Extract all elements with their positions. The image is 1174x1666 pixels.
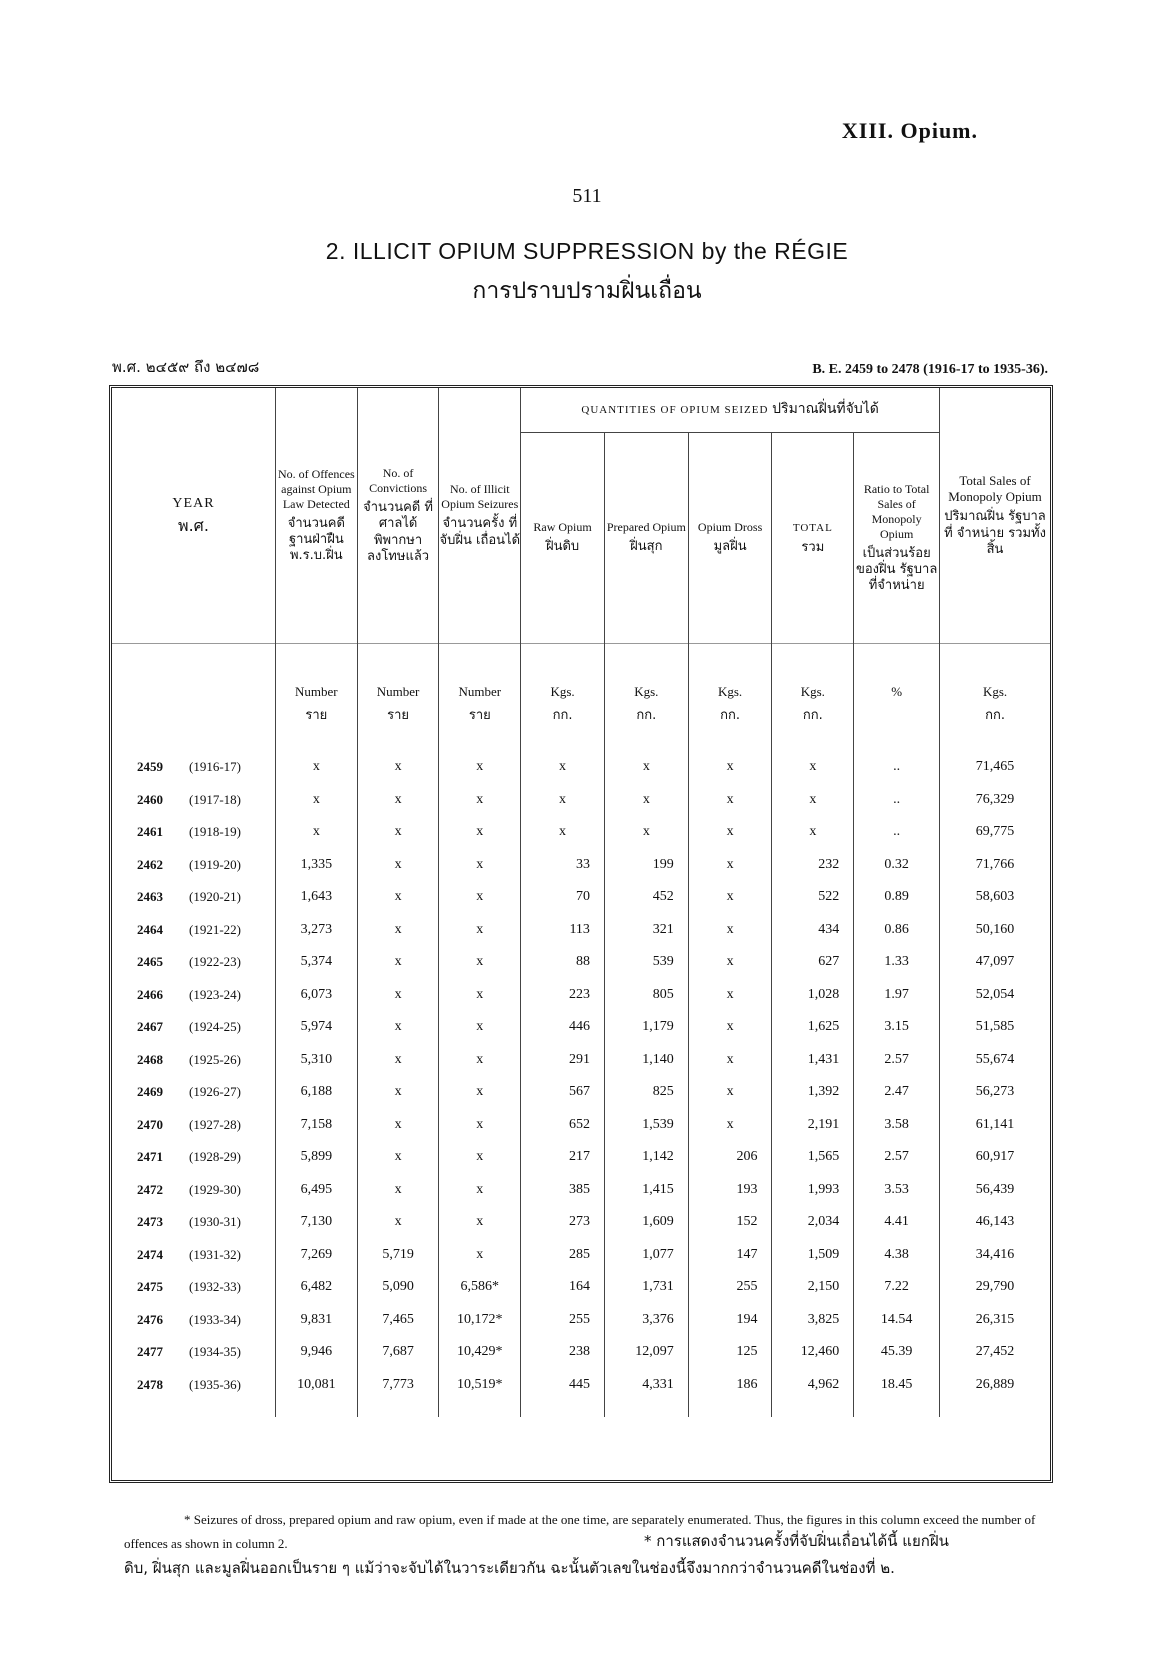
table-row [112, 1304, 1050, 1337]
dross-cell: x [688, 751, 772, 784]
year-be: 2462 [137, 856, 163, 872]
page-title-thai: การปราบปรามฝิ่นเถื่อน [472, 278, 702, 304]
unit-seizures: Number ราย [439, 644, 521, 752]
prepared-cell: 1,077 [604, 1239, 688, 1272]
offences-cell: x [275, 751, 357, 784]
dross-cell: x [688, 979, 772, 1012]
table-row [112, 1336, 1050, 1369]
total-cell: 522 [772, 881, 854, 914]
offences-cell: 6,073 [275, 979, 357, 1012]
ratio-cell: 0.86 [854, 914, 940, 947]
convictions-cell: x [357, 1011, 439, 1044]
offences-cell: 5,899 [275, 1141, 357, 1174]
year-ce: (1926-27) [189, 1084, 241, 1100]
raw-cell: 33 [521, 849, 605, 882]
convictions-cell: x [357, 914, 439, 947]
ratio-cell: .. [854, 784, 940, 817]
header-total-sales: Total Sales of Monopoly Opium ปริมาณฝิ่น รัฐบาลที่ จำหน่าย รวมทั้งสิ้น [940, 388, 1050, 644]
footnote-thai-line-2: ดิบ, ฝิ่นสุก และมูลฝิ่นออกเป็นราย ๆ แม้ว่าจะจับได้ในวาระเดียวกัน ฉะนั้นตัวเลขในช่องนี้จึงมากกว่าจำนวนคดีในช่องที่ ๒. [124, 1559, 895, 1577]
table-row [112, 914, 1050, 947]
table-row [112, 1044, 1050, 1077]
raw-cell: 217 [521, 1141, 605, 1174]
year-be: 2470 [137, 1116, 163, 1132]
year-cell [112, 1304, 275, 1337]
total-cell: 2,191 [772, 1109, 854, 1142]
prepared-cell: 1,415 [604, 1174, 688, 1207]
raw-cell: 273 [521, 1206, 605, 1239]
year-ce: (1933-34) [189, 1311, 241, 1327]
year-be: 2474 [137, 1246, 163, 1262]
table-row [112, 881, 1050, 914]
raw-cell: 255 [521, 1304, 605, 1337]
year-be: 2464 [137, 921, 163, 937]
ratio-cell: 18.45 [854, 1369, 940, 1418]
seizures-cell: x [439, 1206, 521, 1239]
table-row [112, 1174, 1050, 1207]
offences-cell: 3,273 [275, 914, 357, 947]
year-be: 2477 [137, 1344, 163, 1360]
year-cell [112, 1239, 275, 1272]
year-cell [112, 1011, 275, 1044]
year-be: 2461 [137, 824, 163, 840]
total-cell: 1,625 [772, 1011, 854, 1044]
prepared-cell: 12,097 [604, 1336, 688, 1369]
table-row [112, 1239, 1050, 1272]
convictions-cell: 7,687 [357, 1336, 439, 1369]
raw-cell: 70 [521, 881, 605, 914]
year-cell [112, 784, 275, 817]
year-cell [112, 1076, 275, 1109]
year-ce: (1935-36) [189, 1376, 241, 1392]
seizures-cell: x [439, 751, 521, 784]
seizures-cell: x [439, 979, 521, 1012]
header-prepared-opium: Prepared Opium ฝิ่นสุก [604, 433, 688, 644]
sales-cell: 27,452 [940, 1336, 1050, 1369]
dross-cell: 194 [688, 1304, 772, 1337]
table-row [112, 1011, 1050, 1044]
ratio-cell: 2.57 [854, 1141, 940, 1174]
year-cell [112, 1141, 275, 1174]
unit-total: Kgs. กก. [772, 644, 854, 752]
convictions-cell: x [357, 849, 439, 882]
unit-convictions: Number ราย [357, 644, 439, 752]
convictions-cell: 7,465 [357, 1304, 439, 1337]
year-cell [112, 1044, 275, 1077]
prepared-cell: 1,142 [604, 1141, 688, 1174]
total-cell: 1,392 [772, 1076, 854, 1109]
total-cell: x [772, 751, 854, 784]
offences-cell: 7,269 [275, 1239, 357, 1272]
sales-cell: 58,603 [940, 881, 1050, 914]
ratio-cell: 0.89 [854, 881, 940, 914]
header-opium-dross: Opium Dross มูลฝิ่น [688, 433, 772, 644]
total-cell: 4,962 [772, 1369, 854, 1418]
sales-cell: 29,790 [940, 1271, 1050, 1304]
raw-cell: 285 [521, 1239, 605, 1272]
period-thai: พ.ศ. ๒๔๕๙ ถึง ๒๔๗๘ [112, 358, 260, 376]
prepared-cell: 825 [604, 1076, 688, 1109]
raw-cell: 164 [521, 1271, 605, 1304]
seizures-cell: x [439, 849, 521, 882]
year-ce: (1928-29) [189, 1149, 241, 1165]
year-ce: (1920-21) [189, 889, 241, 905]
year-cell [112, 816, 275, 849]
seizures-cell: 10,429* [439, 1336, 521, 1369]
period-english: B. E. 2459 to 2478 (1916-17 to 1935-36). [812, 362, 1048, 377]
year-be: 2478 [137, 1376, 163, 1392]
raw-cell: 567 [521, 1076, 605, 1109]
prepared-cell: x [604, 784, 688, 817]
offences-cell: 6,495 [275, 1174, 357, 1207]
offences-cell: 9,946 [275, 1336, 357, 1369]
year-be: 2460 [137, 791, 163, 807]
ratio-cell: .. [854, 816, 940, 849]
raw-cell: x [521, 751, 605, 784]
total-cell: 3,825 [772, 1304, 854, 1337]
year-be: 2459 [137, 759, 163, 775]
unit-raw: Kgs. กก. [521, 644, 605, 752]
prepared-cell: 1,731 [604, 1271, 688, 1304]
sales-cell: 55,674 [940, 1044, 1050, 1077]
year-be: 2468 [137, 1051, 163, 1067]
year-cell [112, 1271, 275, 1304]
dross-cell: x [688, 914, 772, 947]
year-ce: (1919-20) [189, 856, 241, 872]
dross-cell: 125 [688, 1336, 772, 1369]
sales-cell: 60,917 [940, 1141, 1050, 1174]
footnote-thai-line-1: * การแสดงจำนวนครั้งที่จับฝิ่นเถื่อนได้นี้ แยกฝิ่น [644, 1532, 949, 1550]
ratio-cell: 0.32 [854, 849, 940, 882]
table-row [112, 946, 1050, 979]
year-cell [112, 751, 275, 784]
dross-cell: 147 [688, 1239, 772, 1272]
year-cell [112, 1174, 275, 1207]
year-be: 2473 [137, 1214, 163, 1230]
year-cell [112, 914, 275, 947]
prepared-cell: 1,179 [604, 1011, 688, 1044]
offences-cell: x [275, 816, 357, 849]
prepared-cell: 199 [604, 849, 688, 882]
year-be: 2469 [137, 1084, 163, 1100]
dross-cell: x [688, 1109, 772, 1142]
year-ce: (1927-28) [189, 1116, 241, 1132]
seizures-cell: x [439, 1109, 521, 1142]
sales-cell: 61,141 [940, 1109, 1050, 1142]
sales-cell: 51,585 [940, 1011, 1050, 1044]
year-ce: (1930-31) [189, 1214, 241, 1230]
sales-cell: 34,416 [940, 1239, 1050, 1272]
year-cell [112, 946, 275, 979]
page-number: 511 [572, 185, 602, 207]
offences-cell: 7,158 [275, 1109, 357, 1142]
dross-cell: 152 [688, 1206, 772, 1239]
year-be: 2465 [137, 954, 163, 970]
ratio-cell: 1.33 [854, 946, 940, 979]
sales-cell: 56,273 [940, 1076, 1050, 1109]
unit-year [112, 644, 275, 752]
year-cell [112, 1336, 275, 1369]
ratio-cell: 4.38 [854, 1239, 940, 1272]
table-row [112, 751, 1050, 784]
seizures-cell: x [439, 1076, 521, 1109]
offences-cell: 5,310 [275, 1044, 357, 1077]
total-cell: 1,028 [772, 979, 854, 1012]
table-row [112, 1141, 1050, 1174]
table-row [112, 1206, 1050, 1239]
convictions-cell: x [357, 1174, 439, 1207]
raw-cell: x [521, 816, 605, 849]
offences-cell: 6,482 [275, 1271, 357, 1304]
raw-cell: 445 [521, 1369, 605, 1418]
raw-cell: 385 [521, 1174, 605, 1207]
year-ce: (1917-18) [189, 791, 241, 807]
raw-cell: 446 [521, 1011, 605, 1044]
ratio-cell: 4.41 [854, 1206, 940, 1239]
year-be: 2467 [137, 1019, 163, 1035]
table-row [112, 849, 1050, 882]
year-ce: (1918-19) [189, 824, 241, 840]
dross-cell: x [688, 1044, 772, 1077]
raw-cell: 291 [521, 1044, 605, 1077]
total-cell: 1,565 [772, 1141, 854, 1174]
year-cell [112, 1109, 275, 1142]
prepared-cell: 452 [604, 881, 688, 914]
year-be: 2476 [137, 1311, 163, 1327]
convictions-cell: x [357, 751, 439, 784]
header-convictions: No. of Convictions จำนวนคดี ที่ศาลได้ พิพากษาลงโทษแล้ว [357, 388, 439, 644]
seizures-cell: x [439, 1174, 521, 1207]
sales-cell: 71,465 [940, 751, 1050, 784]
seizures-cell: 10,172* [439, 1304, 521, 1337]
header-year: YEAR พ.ศ. [172, 495, 215, 536]
sales-cell: 52,054 [940, 979, 1050, 1012]
dross-cell: x [688, 946, 772, 979]
table-row [112, 784, 1050, 817]
prepared-cell: 4,331 [604, 1369, 688, 1418]
offences-cell: 7,130 [275, 1206, 357, 1239]
year-cell [112, 1206, 275, 1239]
unit-offences: Number ราย [275, 644, 357, 752]
seizures-cell: x [439, 946, 521, 979]
seizures-cell: 6,586* [439, 1271, 521, 1304]
year-cell [112, 1369, 275, 1418]
convictions-cell: x [357, 784, 439, 817]
year-ce: (1921-22) [189, 921, 241, 937]
convictions-cell: x [357, 881, 439, 914]
convictions-cell: x [357, 946, 439, 979]
sales-cell: 69,775 [940, 816, 1050, 849]
seizures-cell: x [439, 1044, 521, 1077]
total-cell: x [772, 784, 854, 817]
seizures-cell: x [439, 784, 521, 817]
prepared-cell: 539 [604, 946, 688, 979]
sales-cell: 26,889 [940, 1369, 1050, 1418]
total-cell: 12,460 [772, 1336, 854, 1369]
total-cell: 1,431 [772, 1044, 854, 1077]
offences-cell: x [275, 784, 357, 817]
ratio-cell: 3.53 [854, 1174, 940, 1207]
year-ce: (1932-33) [189, 1279, 241, 1295]
seizures-cell: x [439, 1239, 521, 1272]
prepared-cell: x [604, 816, 688, 849]
convictions-cell: x [357, 1206, 439, 1239]
year-ce: (1925-26) [189, 1051, 241, 1067]
raw-cell: 113 [521, 914, 605, 947]
dross-cell: 193 [688, 1174, 772, 1207]
total-cell: 1,509 [772, 1239, 854, 1272]
seizures-cell: x [439, 1141, 521, 1174]
unit-dross: Kgs. กก. [688, 644, 772, 752]
ratio-cell: 2.47 [854, 1076, 940, 1109]
ratio-cell: 3.15 [854, 1011, 940, 1044]
total-cell: x [772, 816, 854, 849]
convictions-cell: x [357, 816, 439, 849]
seizures-cell: 10,519* [439, 1369, 521, 1418]
dross-cell: x [688, 784, 772, 817]
year-cell [112, 979, 275, 1012]
sales-cell: 50,160 [940, 914, 1050, 947]
year-ce: (1934-35) [189, 1344, 241, 1360]
footnote-thai [124, 1532, 949, 1580]
footnote-english: * Seizures of dross, prepared opium and raw opium, even if made at the one time, are separately enumerated. Thus, the figures in this column exceed the number of offences as shown in column 2. [124, 1512, 1036, 1551]
ratio-cell: 2.57 [854, 1044, 940, 1077]
seizures-cell: x [439, 1011, 521, 1044]
raw-cell: 223 [521, 979, 605, 1012]
seizures-cell: x [439, 816, 521, 849]
dross-cell: 186 [688, 1369, 772, 1418]
year-be: 2475 [137, 1279, 163, 1295]
page-title: 2. ILLICIT OPIUM SUPPRESSION by the RÉGIE [325, 238, 849, 264]
convictions-cell: x [357, 1044, 439, 1077]
header-total: TOTAL รวม [772, 433, 854, 644]
sales-cell: 76,329 [940, 784, 1050, 817]
seizures-cell: x [439, 881, 521, 914]
year-be: 2463 [137, 889, 163, 905]
ratio-cell: 7.22 [854, 1271, 940, 1304]
dross-cell: x [688, 1076, 772, 1109]
year-ce: (1931-32) [189, 1246, 241, 1262]
sales-cell: 56,439 [940, 1174, 1050, 1207]
year-ce: (1916-17) [189, 759, 241, 775]
dross-cell: x [688, 816, 772, 849]
convictions-cell: 5,090 [357, 1271, 439, 1304]
year-cell [112, 849, 275, 882]
total-cell: 232 [772, 849, 854, 882]
convictions-cell: 7,773 [357, 1369, 439, 1418]
prepared-cell: 1,609 [604, 1206, 688, 1239]
ratio-cell: .. [854, 751, 940, 784]
convictions-cell: 5,719 [357, 1239, 439, 1272]
unit-prepared: Kgs. กก. [604, 644, 688, 752]
table-row [112, 1109, 1050, 1142]
prepared-cell: x [604, 751, 688, 784]
offences-cell: 1,643 [275, 881, 357, 914]
table-row [112, 1369, 1050, 1418]
opium-suppression-table [112, 388, 1050, 1417]
year-be: 2472 [137, 1181, 163, 1197]
offences-cell: 5,374 [275, 946, 357, 979]
convictions-cell: x [357, 1076, 439, 1109]
offences-cell: 6,188 [275, 1076, 357, 1109]
header-raw-opium: Raw Opium ฝิ่นดิบ [521, 433, 605, 644]
header-offences: No. of Offences against Opium Law Detected จำนวนคดี ฐานฝ่าฝืน พ.ร.บ.ฝิ่น [275, 388, 357, 644]
sales-cell: 71,766 [940, 849, 1050, 882]
offences-cell: 10,081 [275, 1369, 357, 1418]
year-ce: (1923-24) [189, 986, 241, 1002]
year-be: 2471 [137, 1149, 163, 1165]
unit-ratio: % [854, 644, 940, 752]
table-row [112, 1076, 1050, 1109]
convictions-cell: x [357, 1141, 439, 1174]
raw-cell: 652 [521, 1109, 605, 1142]
section-heading: XIII. Opium. [841, 118, 978, 143]
prepared-cell: 321 [604, 914, 688, 947]
table-row [112, 816, 1050, 849]
year-ce: (1929-30) [189, 1181, 241, 1197]
raw-cell: 88 [521, 946, 605, 979]
prepared-cell: 3,376 [604, 1304, 688, 1337]
total-cell: 2,034 [772, 1206, 854, 1239]
convictions-cell: x [357, 1109, 439, 1142]
dross-cell: 255 [688, 1271, 772, 1304]
prepared-cell: 805 [604, 979, 688, 1012]
dross-cell: x [688, 881, 772, 914]
ratio-cell: 3.58 [854, 1109, 940, 1142]
raw-cell: 238 [521, 1336, 605, 1369]
ratio-cell: 14.54 [854, 1304, 940, 1337]
prepared-cell: 1,539 [604, 1109, 688, 1142]
prepared-cell: 1,140 [604, 1044, 688, 1077]
year-ce: (1924-25) [189, 1019, 241, 1035]
offences-cell: 9,831 [275, 1304, 357, 1337]
header-quantities-seized: QUANTITIES OF OPIUM SEIZED ปริมาณฝิ่นที่จับได้ [521, 388, 940, 433]
year-ce: (1922-23) [189, 954, 241, 970]
year-be: 2466 [137, 986, 163, 1002]
offences-cell: 1,335 [275, 849, 357, 882]
total-cell: 434 [772, 914, 854, 947]
dross-cell: 206 [688, 1141, 772, 1174]
total-cell: 1,993 [772, 1174, 854, 1207]
offences-cell: 5,974 [275, 1011, 357, 1044]
ratio-cell: 1.97 [854, 979, 940, 1012]
total-cell: 627 [772, 946, 854, 979]
dross-cell: x [688, 1011, 772, 1044]
raw-cell: x [521, 784, 605, 817]
sales-cell: 46,143 [940, 1206, 1050, 1239]
header-seizures: No. of Illicit Opium Seizures จำนวนครั้ง ที่จับฝิ่น เถื่อนได้ [439, 388, 521, 644]
sales-cell: 26,315 [940, 1304, 1050, 1337]
ratio-cell: 45.39 [854, 1336, 940, 1369]
unit-sales: Kgs. กก. [940, 644, 1050, 752]
table-row [112, 1271, 1050, 1304]
table-row [112, 979, 1050, 1012]
total-cell: 2,150 [772, 1271, 854, 1304]
year-cell [112, 881, 275, 914]
convictions-cell: x [357, 979, 439, 1012]
seizures-cell: x [439, 914, 521, 947]
dross-cell: x [688, 849, 772, 882]
sales-cell: 47,097 [940, 946, 1050, 979]
header-ratio: Ratio to Total Sales of Monopoly Opium เป็นส่วนร้อยของฝิ่น รัฐบาลที่จำหน่าย [854, 433, 940, 644]
